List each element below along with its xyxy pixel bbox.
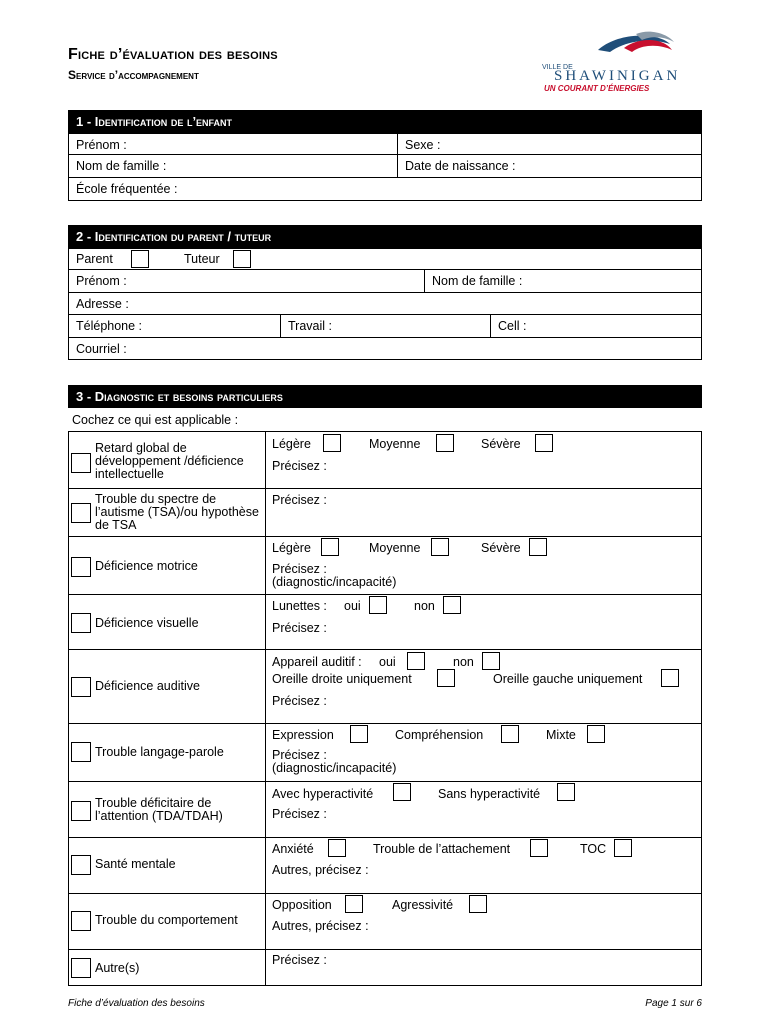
date-naissance-label: Date de naissance : xyxy=(405,159,516,173)
auditive-checkbox[interactable] xyxy=(71,677,91,697)
comportement-label: Trouble du comportement xyxy=(95,913,238,927)
motrice-severe-label: Sévère xyxy=(481,541,521,555)
row-auditive xyxy=(68,650,702,724)
langage-comprehension-checkbox[interactable] xyxy=(501,725,519,743)
section1-heading: 1 - Identification de l’enfant xyxy=(68,110,702,133)
tuteur-label: Tuteur xyxy=(184,252,220,266)
section1-row2 xyxy=(68,155,702,178)
auditive-appareil-label: Appareil auditif : xyxy=(272,655,362,669)
visuelle-lunettes-label: Lunettes : xyxy=(272,599,327,613)
autres-checkbox[interactable] xyxy=(71,958,91,978)
section1-row3 xyxy=(68,178,702,201)
mentale-attachement-checkbox[interactable] xyxy=(530,839,548,857)
autres-label: Autre(s) xyxy=(95,961,140,975)
retard-severe-label: Sévère xyxy=(481,437,521,451)
langage-checkbox[interactable] xyxy=(71,742,91,762)
logo-name: SHAWINIGAN xyxy=(554,68,681,84)
tdah-precisez-label: Précisez : xyxy=(272,807,327,821)
motrice-note: (diagnostic/incapacité) xyxy=(272,575,397,589)
section1-row1 xyxy=(68,133,702,155)
tsa-label: Trouble du spectre de l’autisme (TSA)/ou hypothèse de TSA xyxy=(95,492,259,532)
visuelle-non-label: non xyxy=(414,599,435,613)
motrice-moyenne-label: Moyenne xyxy=(369,541,421,555)
visuelle-label: Déficience visuelle xyxy=(95,616,199,630)
mentale-toc-checkbox[interactable] xyxy=(614,839,632,857)
row-tsa xyxy=(68,489,702,537)
parent-nom-label: Nom de famille : xyxy=(432,274,523,288)
tdah-avec-label: Avec hyperactivité xyxy=(272,787,374,801)
retard-legere-label: Légère xyxy=(272,437,311,451)
comportement-agressivite-checkbox[interactable] xyxy=(469,895,487,913)
tdah-sans-checkbox[interactable] xyxy=(557,783,575,801)
visuelle-precisez-label: Précisez : xyxy=(272,621,327,635)
page-title: Fiche d’évaluation des besoins xyxy=(68,46,278,63)
visuelle-oui-label: oui xyxy=(344,599,361,613)
auditive-droite-checkbox[interactable] xyxy=(437,669,455,687)
visuelle-oui-checkbox[interactable] xyxy=(369,596,387,614)
parent-prenom-label: Prénom : xyxy=(76,274,127,288)
section2-row1 xyxy=(68,248,702,270)
langage-comprehension-label: Compréhension xyxy=(395,728,484,742)
travail-label: Travail : xyxy=(288,319,332,333)
langage-precisez-label: Précisez : xyxy=(272,748,327,762)
section3-instruction: Cochez ce qui est applicable : xyxy=(72,413,239,427)
section2-row4 xyxy=(68,315,702,338)
mentale-attachement-label: Trouble de l’attachement xyxy=(373,842,511,856)
ecole-label: École fréquentée : xyxy=(76,182,178,196)
auditive-non-label: non xyxy=(453,655,474,669)
mentale-anxiete-checkbox[interactable] xyxy=(328,839,346,857)
mentale-checkbox[interactable] xyxy=(71,855,91,875)
motrice-legere-label: Légère xyxy=(272,541,311,555)
row-visuelle xyxy=(68,595,702,650)
tuteur-checkbox[interactable] xyxy=(233,250,251,268)
visuelle-non-checkbox[interactable] xyxy=(443,596,461,614)
comportement-autres-label: Autres, précisez : xyxy=(272,919,369,933)
visuelle-checkbox[interactable] xyxy=(71,613,91,633)
tdah-checkbox[interactable] xyxy=(71,801,91,821)
nom-famille-label: Nom de famille : xyxy=(76,159,167,173)
telephone-label: Téléphone : xyxy=(76,319,143,333)
langage-label: Trouble langage-parole xyxy=(95,745,224,759)
cell-label: Cell : xyxy=(498,319,527,333)
retard-moyenne-label: Moyenne xyxy=(369,437,421,451)
row-autres xyxy=(68,950,702,986)
logo-tagline: UN COURANT D’ÉNERGIES xyxy=(544,84,650,93)
auditive-oui-checkbox[interactable] xyxy=(407,652,425,670)
footer-title: Fiche d’évaluation des besoins xyxy=(68,998,205,1009)
shawinigan-logo xyxy=(540,30,685,96)
page-subtitle: Service d’accompagnement xyxy=(68,68,199,82)
tdah-sans-label: Sans hyperactivité xyxy=(438,787,541,801)
tsa-precisez-label: Précisez : xyxy=(272,493,327,507)
mentale-autres-label: Autres, précisez : xyxy=(272,863,369,877)
langage-expression-checkbox[interactable] xyxy=(350,725,368,743)
section3-heading: 3 - Diagnostic et besoins particuliers xyxy=(68,385,702,408)
retard-legere-checkbox[interactable] xyxy=(323,434,341,452)
retard-moyenne-checkbox[interactable] xyxy=(436,434,454,452)
mentale-label: Santé mentale xyxy=(95,857,176,871)
section2-row5 xyxy=(68,338,702,360)
retard-checkbox[interactable] xyxy=(71,453,91,473)
autres-precisez-label: Précisez : xyxy=(272,953,327,967)
motrice-precisez-label: Précisez : xyxy=(272,562,327,576)
motrice-severe-checkbox[interactable] xyxy=(529,538,547,556)
section2-row3 xyxy=(68,293,702,315)
tdah-label: Trouble déficitaire de l’attention (TDA/TDAH) xyxy=(95,796,223,823)
section2-row2 xyxy=(68,270,702,293)
comportement-agressivite-label: Agressivité xyxy=(392,898,454,912)
prenom-label: Prénom : xyxy=(76,138,127,152)
mentale-anxiete-label: Anxiété xyxy=(272,842,314,856)
parent-checkbox[interactable] xyxy=(131,250,149,268)
parent-label: Parent xyxy=(76,252,113,266)
row-tdah xyxy=(68,782,702,838)
auditive-gauche-checkbox[interactable] xyxy=(661,669,679,687)
motrice-checkbox[interactable] xyxy=(71,557,91,577)
langage-expression-label: Expression xyxy=(272,728,334,742)
logo-ville-de: VILLE DE xyxy=(542,64,573,71)
tsa-checkbox[interactable] xyxy=(71,503,91,523)
motrice-label: Déficience motrice xyxy=(95,559,198,573)
comportement-opposition-label: Opposition xyxy=(272,898,332,912)
auditive-gauche-label: Oreille gauche uniquement xyxy=(493,672,643,686)
section2-heading: 2 - Identification du parent / tuteur xyxy=(68,225,702,248)
auditive-label: Déficience auditive xyxy=(95,679,200,693)
adresse-label: Adresse : xyxy=(76,297,129,311)
retard-precisez-label: Précisez : xyxy=(272,459,327,473)
retard-severe-checkbox[interactable] xyxy=(535,434,553,452)
langage-mixte-label: Mixte xyxy=(546,728,576,742)
row-mentale xyxy=(68,838,702,894)
row-motrice xyxy=(68,537,702,595)
comportement-opposition-checkbox[interactable] xyxy=(345,895,363,913)
mentale-toc-label: TOC xyxy=(580,842,607,856)
comportement-checkbox[interactable] xyxy=(71,911,91,931)
sexe-label: Sexe : xyxy=(405,138,441,152)
motrice-moyenne-checkbox[interactable] xyxy=(431,538,449,556)
courriel-label: Courriel : xyxy=(76,342,127,356)
tdah-avec-checkbox[interactable] xyxy=(393,783,411,801)
auditive-precisez-label: Précisez : xyxy=(272,694,327,708)
row-langage xyxy=(68,724,702,782)
auditive-droite-label: Oreille droite uniquement xyxy=(272,672,412,686)
row-comportement xyxy=(68,894,702,950)
row-retard xyxy=(68,431,702,489)
footer-page-number: Page 1 sur 6 xyxy=(645,998,702,1009)
langage-note: (diagnostic/incapacité) xyxy=(272,761,397,775)
motrice-legere-checkbox[interactable] xyxy=(321,538,339,556)
langage-mixte-checkbox[interactable] xyxy=(587,725,605,743)
auditive-non-checkbox[interactable] xyxy=(482,652,500,670)
retard-label: Retard global de développement /déficience intellectuelle xyxy=(95,441,244,481)
auditive-oui-label: oui xyxy=(379,655,396,669)
